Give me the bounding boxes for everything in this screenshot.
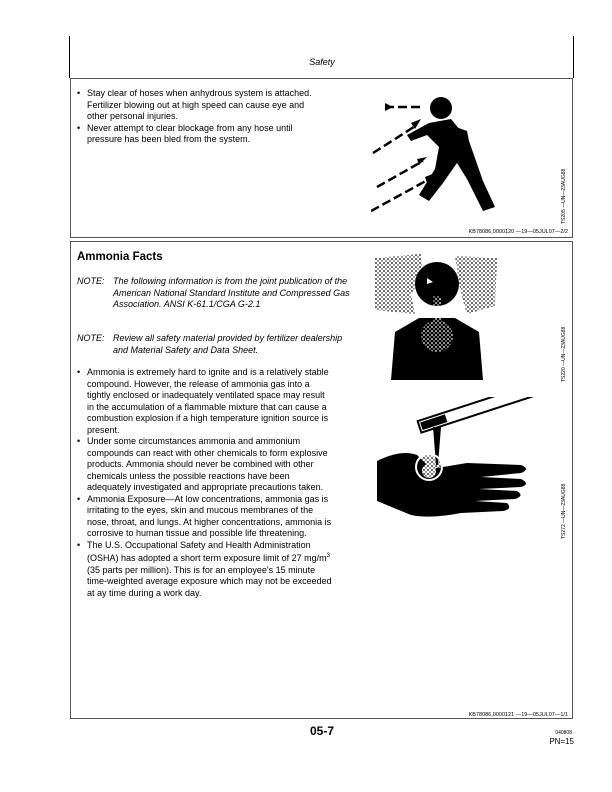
osha-superscript: 3 bbox=[326, 553, 330, 559]
bullet-item: • Stay clear of hoses when anhydrous system is attached. Fertilizer blowing out at high speed can cause eye and other personal injuries. bbox=[77, 88, 327, 123]
note-text: Review all safety material provided by fertilizer dealership and Material Safety and Data Sheet. bbox=[113, 333, 343, 355]
osha-text-part: (35 parts per million). This is for an employee's 15 minute time-weighted average exposure which may not be exceeded at ay time during a work day. bbox=[87, 564, 332, 598]
inhalation-hazard-icon bbox=[371, 254, 501, 384]
ammonia-facts-section bbox=[70, 241, 573, 719]
person-struck-by-pressure-icon bbox=[371, 91, 556, 216]
bullet-item: • Never attempt to clear blockage from any hose until pressure has been bled from the system. bbox=[77, 123, 327, 146]
page-number: 05-7 bbox=[309, 724, 335, 738]
corrosive-to-skin-icon bbox=[371, 397, 556, 537]
figure-code: TS272 —UN—23AUG88 bbox=[561, 483, 567, 539]
hose-safety-section bbox=[70, 78, 573, 238]
note-review bbox=[77, 333, 357, 356]
osha-text-part: The U.S. Occupational Safety and Health Administration (OSHA) has adopted a short term exposure limit of 27 mg/m bbox=[87, 539, 327, 563]
note-text: The following information is from the joint publication of the American National Standard Institute and Compressed Gas Association. ANSI K-61.1/CGA G-2.1 bbox=[113, 276, 350, 309]
small-code: 040808 bbox=[555, 730, 572, 736]
bullet-item: • Ammonia Exposure—At low concentrations, ammonia gas is irritating to the eyes, skin and mucous membranes of the nose, throat, and lungs. At higher concentrations, ammonia is corrosive to human tissue and possible life threatening. bbox=[77, 494, 333, 540]
hose-safety-bullets bbox=[77, 88, 327, 146]
page-header-title: Safety bbox=[309, 57, 335, 67]
reference-code: KB78086,0000121 —19—05JUL07—1/1 bbox=[468, 712, 568, 718]
figure-code: TS205 —UN—23AUG88 bbox=[561, 168, 567, 224]
bullet-item-osha bbox=[77, 540, 333, 600]
figure-code: TS220 —UN—23AUG88 bbox=[561, 326, 567, 382]
section-title: Ammonia Facts bbox=[77, 251, 163, 263]
note-label: NOTE: bbox=[77, 333, 105, 343]
note-ansi bbox=[77, 276, 357, 311]
pn-label: PN=15 bbox=[549, 737, 574, 746]
bullet-item: • Under some circumstances ammonia and ammonium compounds can react with other chemicals to form explosive products. Ammonia should never be combined with other chemicals unless the possible reactions have been adequately investigated and appropriate precautions taken. bbox=[77, 436, 333, 494]
reference-code: KB78086,0000120 —19—05JUL07—2/2 bbox=[468, 229, 568, 235]
note-label: NOTE: bbox=[77, 276, 105, 286]
ammonia-bullets bbox=[77, 367, 333, 599]
bullet-item: • Ammonia is extremely hard to ignite and is a relatively stable compound. However, the release of ammonia gas into a tightly enclosed or inadequately ventilated space may result in the accumulation of a flammable mixture that can cause a combustion explosion if a high temperature ignition source is present. bbox=[77, 367, 333, 436]
